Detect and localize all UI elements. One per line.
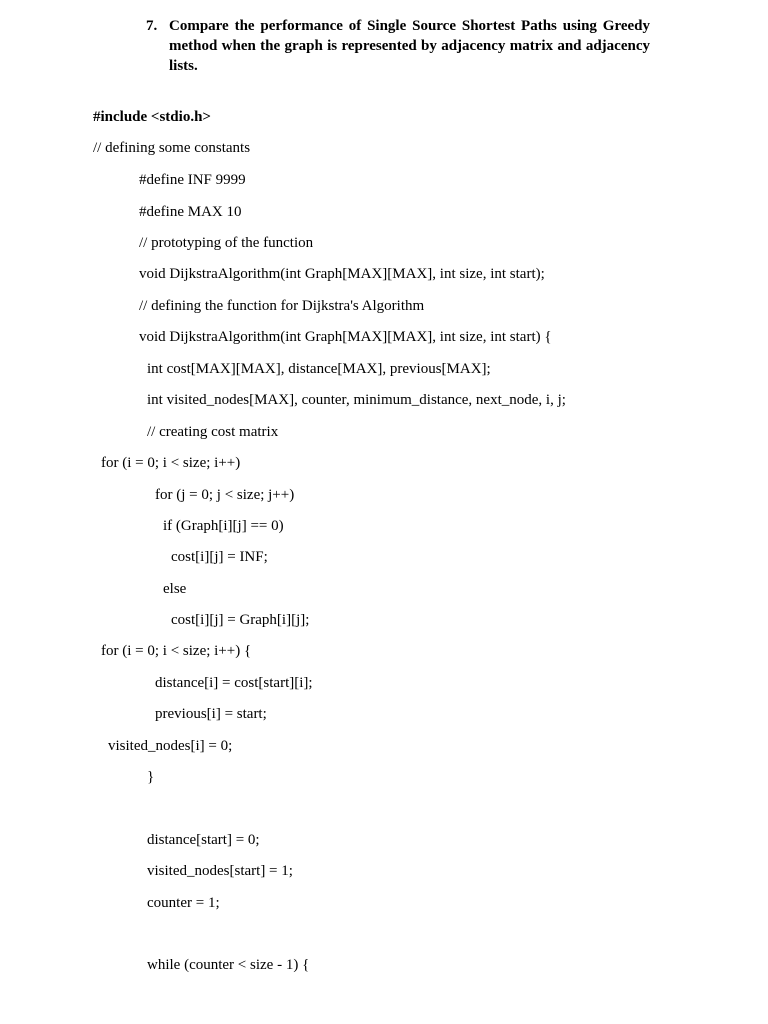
code-line-counter-init: counter = 1; [147, 895, 220, 911]
code-line-for-i-block: for (i = 0; i < size; i++) { [101, 643, 252, 659]
code-line-visited-init: visited_nodes[i] = 0; [108, 738, 233, 754]
code-line-comment-constants: // defining some constants [93, 140, 251, 156]
code-line-function-signature: void DijkstraAlgorithm(int Graph[MAX][MAX], int size, int start) { [139, 329, 552, 345]
code-line-for-i: for (i = 0; i < size; i++) [101, 455, 241, 471]
code-line-for-j: for (j = 0; j < size; j++) [155, 487, 295, 503]
question-number: 7. [146, 18, 158, 34]
code-line-comment-cost-matrix: // creating cost matrix [147, 424, 279, 440]
code-line-previous-init: previous[i] = start; [155, 706, 267, 722]
code-line-else: else [163, 581, 187, 597]
code-line-comment-prototype: // prototyping of the function [139, 235, 314, 251]
code-line-distance-start: distance[start] = 0; [147, 832, 260, 848]
code-line-while: while (counter < size - 1) { [147, 957, 310, 973]
question-text: Compare the performance of Single Source Shortest Paths using Greedy method when the graph is represented by adjacency matrix and adjacency lists. [169, 18, 650, 74]
code-line-cost-inf: cost[i][j] = INF; [171, 549, 268, 565]
code-line-comment-definition: // defining the function for Dijkstra's Algorithm [139, 298, 425, 314]
code-line-close-brace: } [147, 769, 155, 785]
code-line-define-max: #define MAX 10 [139, 204, 242, 220]
code-line-distance-init: distance[i] = cost[start][i]; [155, 675, 313, 691]
code-line-decl-visited: int visited_nodes[MAX], counter, minimum_distance, next_node, i, j; [147, 392, 566, 408]
code-line-define-inf: #define INF 9999 [139, 172, 246, 188]
code-line-decl-cost: int cost[MAX][MAX], distance[MAX], previous[MAX]; [147, 361, 491, 377]
code-line-include: #include <stdio.h> [93, 109, 211, 125]
code-line-cost-graph: cost[i][j] = Graph[i][j]; [171, 612, 310, 628]
code-line-visited-start: visited_nodes[start] = 1; [147, 863, 293, 879]
code-line-if-graph: if (Graph[i][j] == 0) [163, 518, 284, 534]
code-line-prototype: void DijkstraAlgorithm(int Graph[MAX][MAX], int size, int start); [139, 266, 545, 282]
